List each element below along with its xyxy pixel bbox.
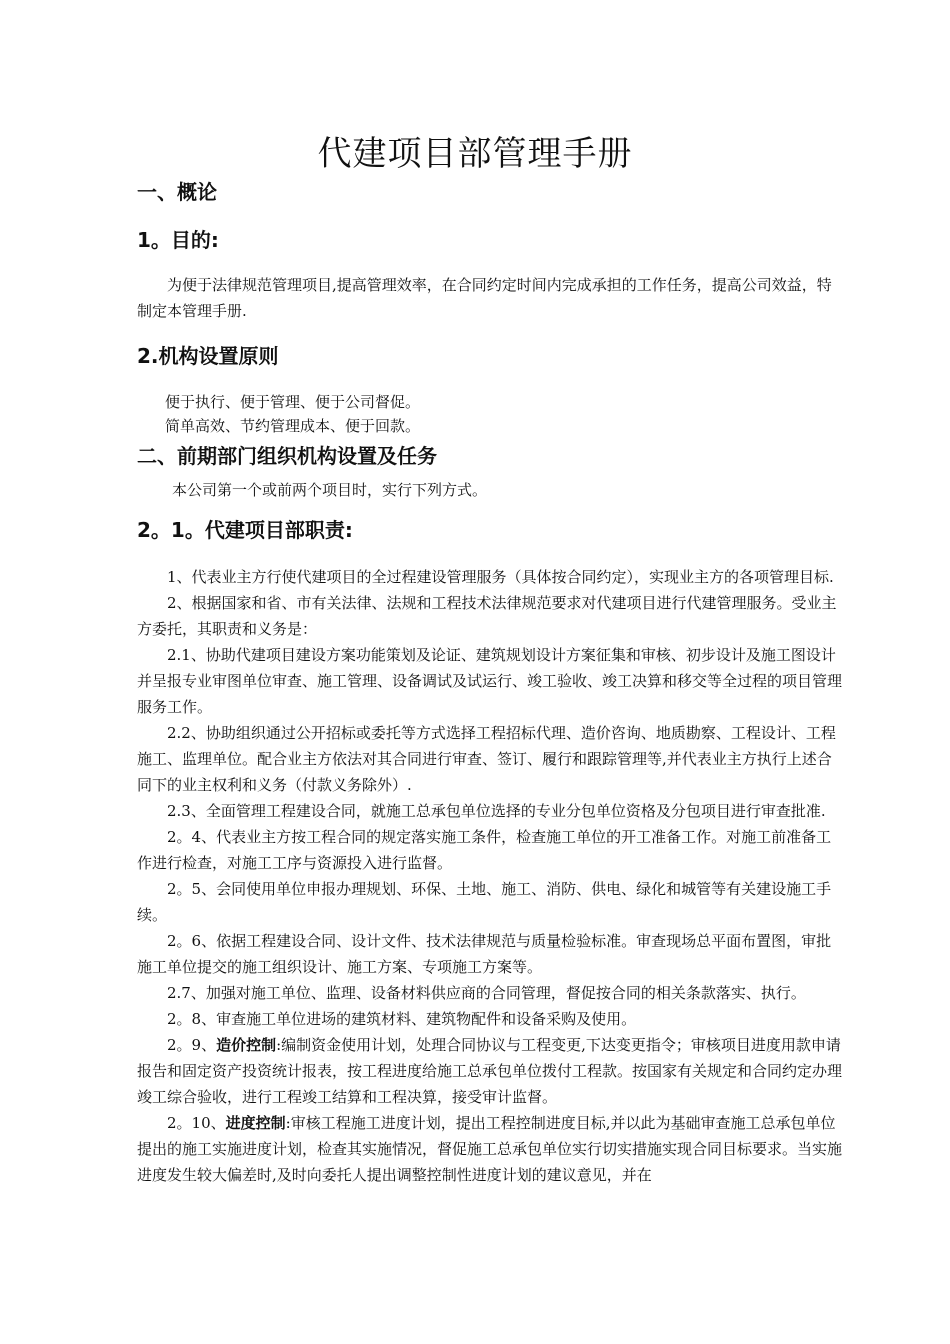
cost-control-keyword: 造价控制 bbox=[216, 1036, 277, 1054]
duty-paragraph-2-1: 2.1、协助代建项目建设方案功能策划及论证、建筑规划设计方案征集和审核、初步设计及施工图设计并呈报专业审图单位审查、施工管理、设备调试及试运行、竣工验收、竣工决算和移交等全过程的项目管理服务工作。 bbox=[137, 646, 843, 716]
section-heading-overview: 一、概论 bbox=[137, 180, 217, 204]
section-heading-org: 二、前期部门组织机构设置及任务 bbox=[137, 444, 437, 468]
duty-paragraph-2: 2、根据国家和省、市有关法律、法规和工程技术法律规范要求对代建项目进行代建管理服务。受业主方委托，其职责和义务是： bbox=[137, 594, 837, 638]
duties-body bbox=[137, 564, 842, 1188]
duty-2-10-text: :审核工程施工进度计划，提出工程控制进度目标,并以此为基础审查施工总承包单位提出的施工实施进度计划，检查其实施情况，督促施工总承包单位实行切实措施实现合同目标要求。当实施进度发生较大偏差时,及时向委托人提出调整控制性进度计划的建议意见，并在 bbox=[137, 1114, 843, 1184]
duty-paragraph-2-2: 2.2、协助组织通过公开招标或委托等方式选择工程招标代理、造价咨询、地质勘察、工程设计、工程施工、监理单位。配合业主方依法对其合同进行审查、签订、履行和跟踪管理等,并代表业主方执行上述合同下的业主权利和义务（付款义务除外）. bbox=[137, 724, 836, 794]
document-title: 代建项目部管理手册 bbox=[317, 134, 633, 174]
purpose-paragraph: 为便于法律规范管理项目,提高管理效率，在合同约定时间内完成承担的工作任务，提高公司效益，特制定本管理手册. bbox=[137, 276, 832, 320]
duty-paragraph-1: 1、代表业主方行使代建项目的全过程建设管理服务（具体按合同约定），实现业主方的各项管理目标. bbox=[167, 568, 834, 586]
duty-2-10-prefix: 2。10、 bbox=[167, 1114, 226, 1132]
duty-paragraph-2-9 bbox=[137, 1032, 842, 1110]
org-intro: 本公司第一个或前两个项目时，实行下列方式。 bbox=[172, 481, 488, 499]
subheading-principles: 2.机构设置原则 bbox=[137, 344, 279, 368]
duty-2-9-text: :编制资金使用计划，处理合同协议与工程变更,下达变更指令；审核项目进度用款申请报告和固定资产投资统计报表，按工程进度给施工总承包单位拨付工程款。按国家有关规定和合同约定办理竣工综合验收，进行工程竣工结算和工程决算，接受审计监督。 bbox=[137, 1036, 843, 1106]
duty-paragraph-2-6: 2。6、依据工程建设合同、设计文件、技术法律规范与质量检验标准。审查现场总平面布置图，审批施工单位提交的施工组织设计、施工方案、专项施工方案等。 bbox=[137, 932, 832, 976]
duty-2-9-prefix: 2。9、 bbox=[167, 1036, 217, 1054]
principle-line-2: 简单高效、节约管理成本、便于回款。 bbox=[165, 417, 421, 435]
duty-paragraph-2-3: 2.3、全面管理工程建设合同，就施工总承包单位选择的专业分包单位资格及分包项目进行审查批准. bbox=[167, 802, 826, 820]
principle-line-1: 便于执行、便于管理、便于公司督促。 bbox=[165, 393, 421, 411]
duty-paragraph-2-10 bbox=[137, 1110, 842, 1188]
subheading-purpose: 1。目的: bbox=[137, 228, 219, 252]
duty-paragraph-2-4: 2。4、代表业主方按工程合同的规定落实施工条件，检查施工单位的开工准备工作。对施工前准备工作进行检查，对施工工序与资源投入进行监督。 bbox=[137, 828, 832, 872]
duty-paragraph-2-7: 2.7、加强对施工单位、监理、设备材料供应商的合同管理，督促按合同的相关条款落实、执行。 bbox=[167, 984, 806, 1002]
duty-paragraph-2-5: 2。5、会同使用单位申报办理规划、环保、土地、施工、消防、供电、绿化和城管等有关建设施工手续。 bbox=[137, 880, 832, 924]
duty-paragraph-2-8: 2。8、审查施工单位进场的建筑材料、建筑物配件和设备采购及使用。 bbox=[167, 1010, 637, 1028]
schedule-control-keyword: 进度控制 bbox=[225, 1114, 286, 1132]
subheading-duties: 2。1。代建项目部职责: bbox=[137, 518, 353, 542]
